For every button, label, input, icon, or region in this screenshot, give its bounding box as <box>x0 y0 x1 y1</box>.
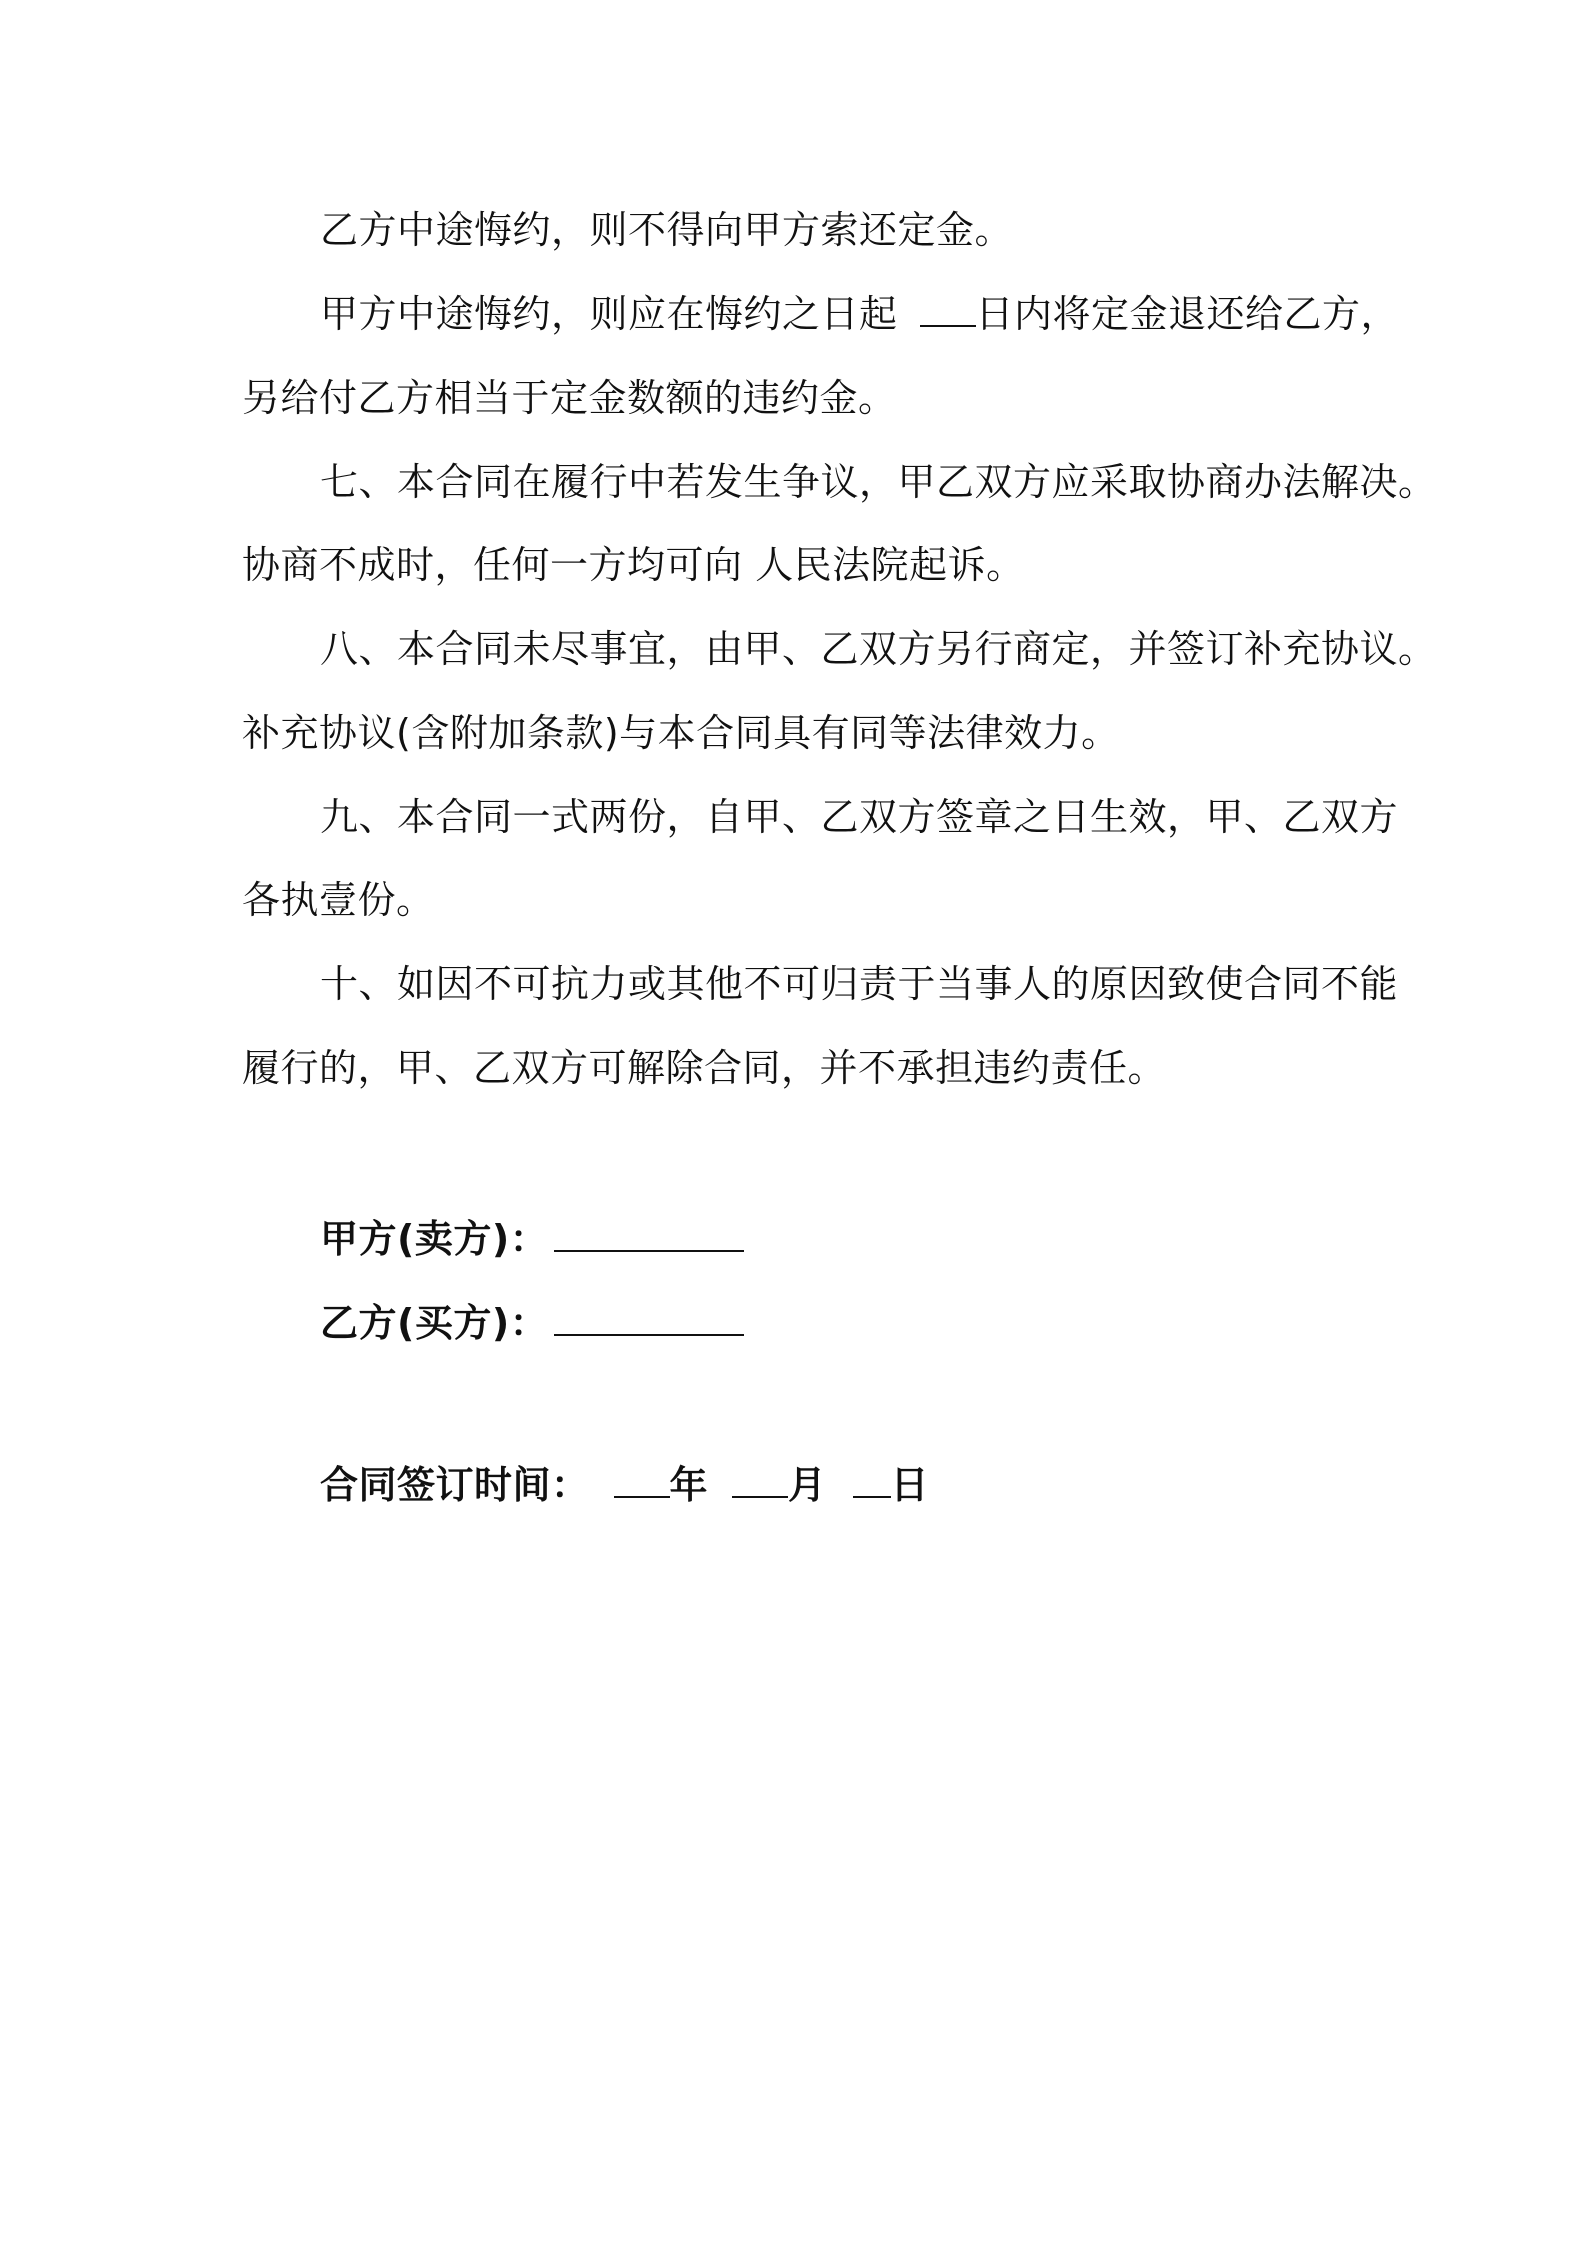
clause-text: 十、如因不可抗力或其他不可归责于当事人的原因致使合同不能 <box>320 962 1399 1006</box>
clause-line <box>320 793 1399 841</box>
day-label: 日 <box>890 1463 930 1507</box>
clause-line <box>242 374 1362 422</box>
clause-line <box>242 709 1362 757</box>
clause-text: 另给付乙方相当于定金数额的违约金。 <box>242 376 897 420</box>
signing-date-label: 合同签订时间： <box>320 1463 590 1507</box>
clause-text: 各执壹份。 <box>242 878 435 922</box>
clause-text: 七、本合同在履行中若发生争议，甲乙双方应采取协商办法解决。 <box>320 460 1437 504</box>
clause-line <box>242 1044 1362 1092</box>
clause-line <box>242 876 1362 924</box>
clause-text: 协商不成时，任何一方均可向 人民法院起诉。 <box>242 543 1025 587</box>
year-label: 年 <box>669 1463 709 1507</box>
buyer-signature-row <box>320 1294 1362 1347</box>
month-blank <box>732 1462 788 1498</box>
clause-text: 补充协议(含附加条款)与本合同具有同等法律效力。 <box>242 711 1120 755</box>
buyer-label: 乙方(买方)： <box>320 1301 549 1345</box>
seller-label: 甲方(卖方)： <box>320 1217 549 1261</box>
buyer-signature-blank <box>554 1294 744 1336</box>
signing-date-row <box>320 1461 1362 1509</box>
clause-line <box>320 625 1437 673</box>
day-blank <box>853 1462 891 1498</box>
clause-text: 八、本合同未尽事宜，由甲、乙双方另行商定，并签订补充协议。 <box>320 627 1437 671</box>
year-blank <box>614 1462 670 1498</box>
days-blank <box>920 291 976 327</box>
clause-text: 日内将定金退还给乙方， <box>975 292 1400 336</box>
clause-line <box>242 541 1362 589</box>
clause-line <box>320 458 1437 506</box>
clause-text: 履行的，甲、乙双方可解除合同，并不承担违约责任。 <box>242 1046 1167 1090</box>
clause-text: 九、本合同一式两份，自甲、乙双方签章之日生效，甲、乙双方 <box>320 795 1399 839</box>
clause-text: 甲方中途悔约，则应在悔约之日起 <box>320 292 898 336</box>
seller-signature-blank <box>554 1210 744 1252</box>
month-label: 月 <box>788 1463 827 1507</box>
seller-signature-row <box>320 1210 1362 1263</box>
clause-line <box>320 206 1362 254</box>
clause-line <box>320 290 1400 338</box>
clause-text: 乙方中途悔约，则不得向甲方索还定金。 <box>320 208 1014 252</box>
clause-line <box>320 960 1399 1008</box>
